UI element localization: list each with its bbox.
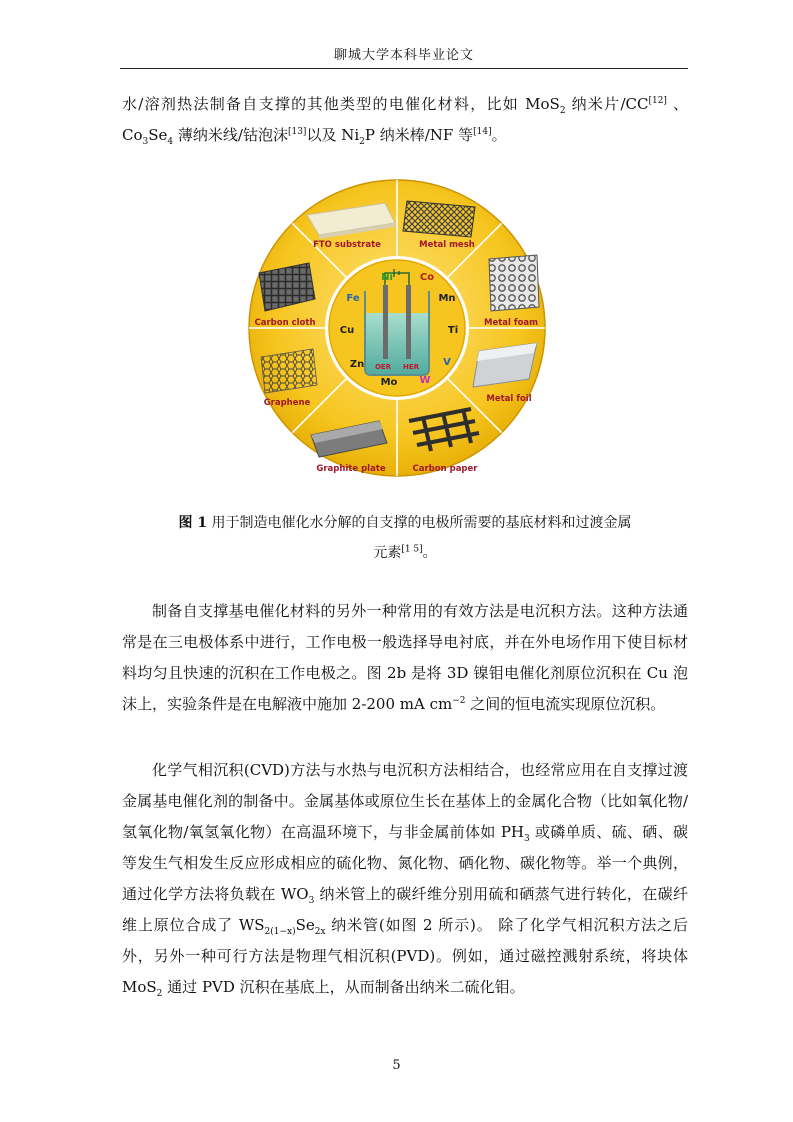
p3-sub-4: 2x xyxy=(314,927,326,937)
element-mo: Mo xyxy=(380,377,398,388)
element-ti: Ti xyxy=(447,325,459,336)
page-number: 5 xyxy=(392,1058,401,1073)
label-graphite-plate: Graphite plate xyxy=(316,464,386,474)
p3-text-1: 化学气相沉积(CVD)方法与水热与电沉积方法相结合，也经常应用在自支撑过渡金属基电催化剂的制备中。金属基体或原位生长在基体上的金属化合物（比如氧化物/氢氧化物/氧氢氧化物）在高温环境下，与非金属前体如 PH xyxy=(122,761,688,841)
p1-text-8: 。 xyxy=(491,126,507,144)
p1-text-4: Se xyxy=(148,126,168,144)
caption-line2: 元素 xyxy=(373,545,402,561)
p1-text-1: 水/溶剂热法制备自支撑的其他类型的电催化材料，比如 MoS xyxy=(122,95,560,113)
element-ni: Ni xyxy=(381,272,393,283)
p1-text-2: 纳米片/CC xyxy=(565,95,649,113)
label-graphene: Graphene xyxy=(263,398,311,408)
p2-text-1: 制备自支撑基电催化材料的另外一种常用的有效方法是电沉积方法。这种方法通常是在三电极体系中进行，工作电极一般选择导电衬底，并在外电场作用下使目标材料均匀且快速的沉积在工作电极之。图 2b 是将 3D 镍钼电催化剂原位沉积在 Cu 泡沫上，实验条件是在电解液中施加 2-200 mA cm xyxy=(122,602,688,713)
label-metal-mesh: Metal mesh xyxy=(419,240,475,250)
element-v: V xyxy=(443,357,451,368)
metal-foam-image xyxy=(489,255,539,311)
p3-sub-1: 3 xyxy=(524,834,530,844)
caption-text: 用于制造电催化水分解的自支撑的电极所需要的基底材料和过渡金属 xyxy=(207,515,632,531)
graphene-image xyxy=(261,349,317,393)
figure-diagram xyxy=(247,173,547,483)
p1-ref-1: [12] xyxy=(648,96,667,106)
label-carbon-paper: Carbon paper xyxy=(412,464,478,474)
element-mn: Mn xyxy=(438,293,456,304)
p3-sub-5: 2 xyxy=(156,989,163,999)
p3-sub-3: 2(1−x) xyxy=(264,927,296,937)
p2-sup-1: −2 xyxy=(452,696,466,706)
page-header: 聊城大学本科毕业论文 xyxy=(333,48,474,63)
p3-text-6: 通过 PVD 沉积在基底上，从而制备出纳米二硫化钼。 xyxy=(162,978,525,996)
p1-ref-2: [13] xyxy=(287,127,307,137)
element-w: W xyxy=(419,375,431,386)
caption-label: 图 1 xyxy=(178,515,208,531)
p1-text-3: 、Co xyxy=(122,95,688,144)
p3-text-2: 或磷单质、硫、硒、碳等发生气相发生反应形成相应的硫化物、氮化物、硒化物、碳化物等。举一个典例，通过化学方法将负载在 WO xyxy=(122,823,688,903)
p3-text-3: 纳米管上的碳纤维分别用硫和硒蒸气进行转化，在碳纤维上原位合成了 WS xyxy=(122,885,688,934)
paragraph-1 xyxy=(122,89,688,151)
caption-ref: [1 5] xyxy=(401,544,423,555)
label-metal-foam: Metal foam xyxy=(483,318,539,328)
p1-sub-1: 2 xyxy=(559,106,566,116)
caption-end: 。 xyxy=(422,545,437,561)
p3-sub-2: 3 xyxy=(308,896,315,906)
label-fto-substrate: FTO substrate xyxy=(313,240,381,250)
p1-sub-4: 2 xyxy=(359,137,365,147)
p1-ref-3: [14] xyxy=(473,127,492,137)
p3-text-4: Se xyxy=(295,916,315,934)
paragraph-3 xyxy=(122,755,688,1003)
paragraph-2 xyxy=(122,596,688,720)
figure-caption xyxy=(122,508,688,568)
metal-mesh-image xyxy=(403,201,475,237)
element-cu: Cu xyxy=(339,325,355,336)
figure-substrates xyxy=(247,173,547,483)
p1-text-6: 以及 Ni xyxy=(306,126,360,144)
p2-text-2: 之间的恒电流实现原位沉积。 xyxy=(465,695,666,713)
p1-sub-2: 3 xyxy=(142,137,149,147)
element-zn: Zn xyxy=(349,359,365,370)
element-co: Co xyxy=(419,272,435,283)
p1-sub-3: 4 xyxy=(167,137,174,147)
label-metal-foil: Metal foil xyxy=(486,394,532,404)
p1-text-7: P 纳米棒/NF 等 xyxy=(364,126,474,144)
label-oer: OER xyxy=(374,363,392,371)
p1-text-5: 薄纳米线/钴泡沫 xyxy=(173,126,288,144)
header-rule xyxy=(120,68,688,69)
label-carbon-cloth: Carbon cloth xyxy=(254,318,316,328)
label-her: HER xyxy=(402,363,420,371)
element-fe: Fe xyxy=(346,293,360,304)
p3-text-5: 纳米管(如图 2 所示)。 除了化学气相沉积方法之后外，另外一种可行方法是物理气相沉积(PVD)。例如，通过磁控溅射系统，将块体 MoS xyxy=(122,916,688,996)
